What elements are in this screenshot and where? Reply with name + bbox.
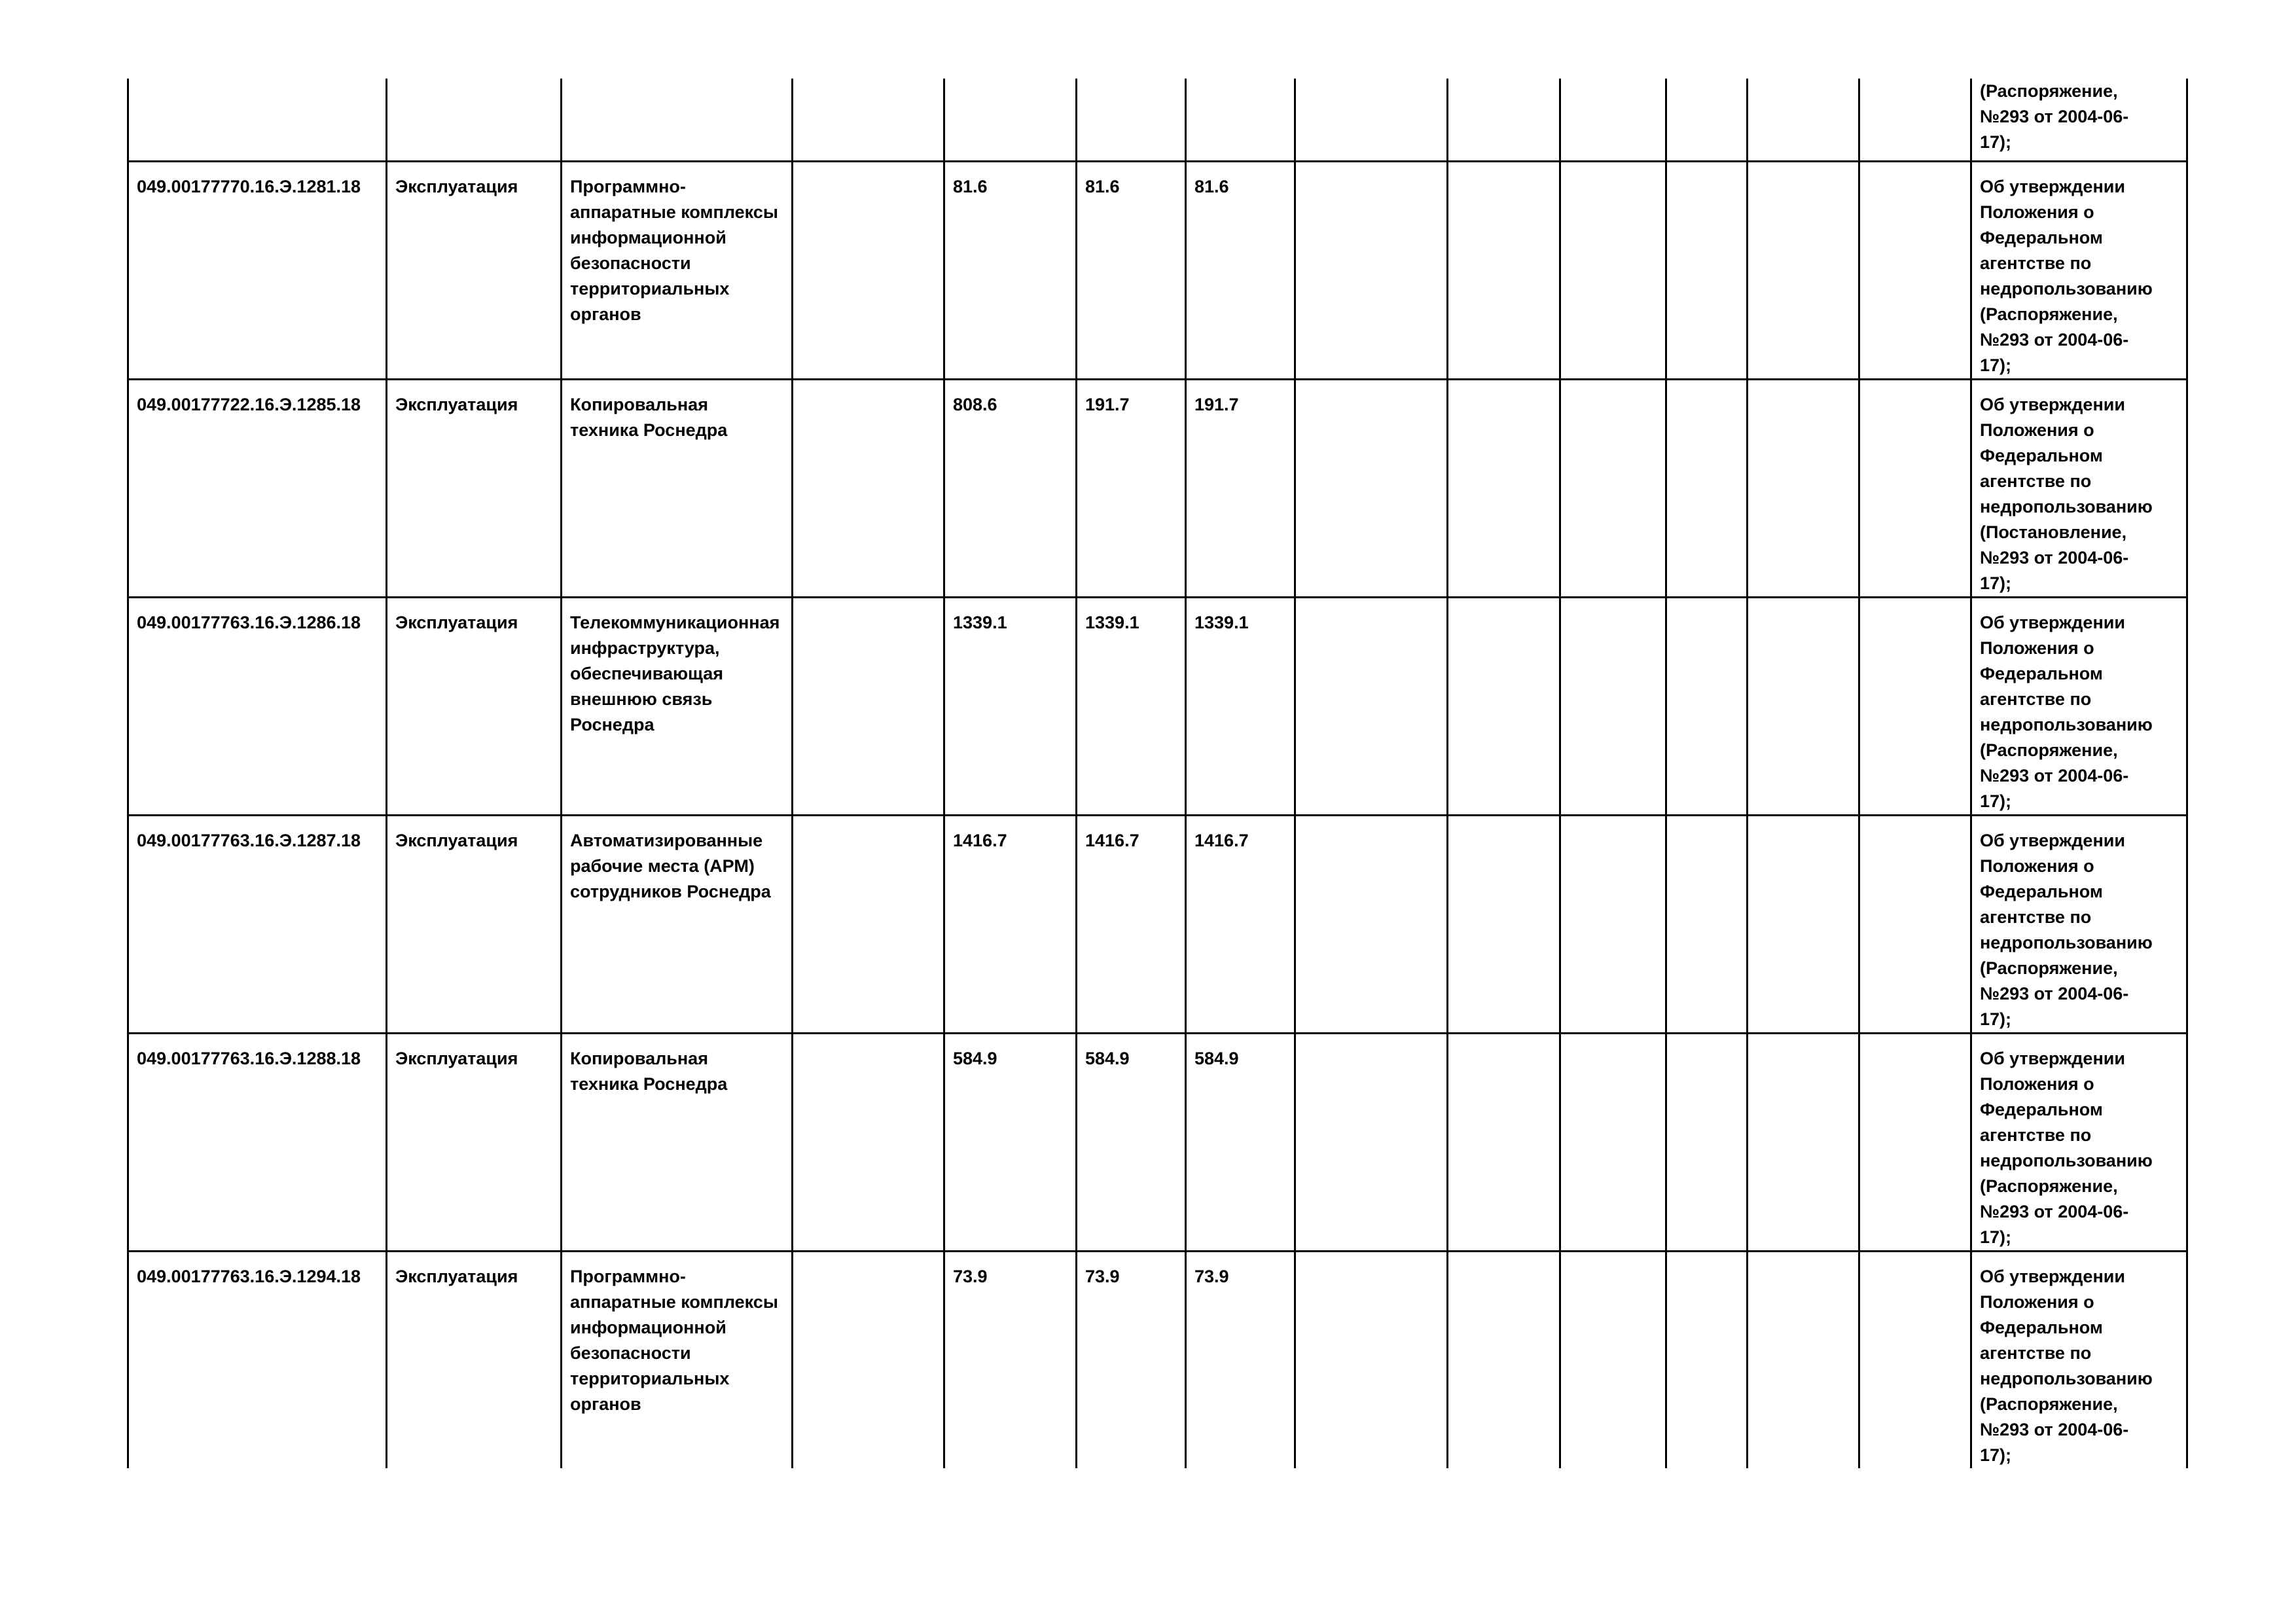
cell-code [128,379,387,597]
cell-code-text: 049.00177763.16.Э.1287.18 [137,830,361,850]
cell-empty [1748,1251,1859,1468]
cell-empty [1448,1251,1560,1468]
cell-empty [1859,161,1971,379]
cell-empty [1748,79,1859,161]
cell-empty [1859,79,1971,161]
cell-value-1-text: 81.6 [953,176,988,196]
cell-empty [1666,379,1748,597]
cell-stage-text: Эксплуатация [395,1048,518,1068]
cell-basis [1971,79,2187,161]
cell-value-2 [1077,597,1186,815]
table-row [128,597,2187,815]
cell-basis-text: Об утверждении Положения о Федеральном агентстве по недропользованию (Распоряжение, №293 от 2004-06- 17); [1980,176,2153,375]
cell-name [562,597,793,815]
cell-empty [1560,379,1666,597]
cell-basis [1971,1251,2187,1468]
cell-value-3-text: 1339.1 [1194,612,1249,632]
cell-empty [1295,379,1448,597]
cell-stage-text: Эксплуатация [395,1266,518,1286]
cell-empty [793,815,944,1033]
cell-value-2 [1077,161,1186,379]
cell-empty [1560,597,1666,815]
cell-value-3-text: 1416.7 [1194,830,1249,850]
cell-stage [387,161,562,379]
cell-basis-text: Об утверждении Положения о Федеральном агентстве по недропользованию (Постановление, №293 от 2004-06- 17); [1980,394,2153,593]
cell-value-2-text: 1416.7 [1085,830,1139,850]
cell-stage [387,1033,562,1251]
cell-value-3 [1186,597,1295,815]
cell-value-1-text: 1339.1 [953,612,1007,632]
cell-empty [1560,161,1666,379]
cell-basis-text: Об утверждении Положения о Федеральном агентстве по недропользованию (Распоряжение, №293 от 2004-06- 17); [1980,1048,2153,1247]
table-row [128,379,2187,597]
cell-name-text: Копировальная техника Роснедра [570,394,728,440]
cell-name-text: Копировальная техника Роснедра [570,1048,728,1094]
cell-code-text: 049.00177770.16.Э.1281.18 [137,176,361,196]
cell-empty [1859,379,1971,597]
cell-empty [793,379,944,597]
cell-stage-text: Эксплуатация [395,394,518,414]
cell-basis [1971,597,2187,815]
cell-value-2-text: 81.6 [1085,176,1120,196]
cell-empty [1666,1251,1748,1468]
cell-name [562,1033,793,1251]
cell-stage [387,815,562,1033]
cell-empty [1295,1251,1448,1468]
cell-empty [1666,161,1748,379]
cell-name [562,815,793,1033]
cell-empty [793,161,944,379]
cell-value-1-text: 808.6 [953,394,997,414]
cell-code [128,79,387,161]
cell-value-1 [944,1033,1077,1251]
cell-basis-text: Об утверждении Положения о Федеральном агентстве по недропользованию (Распоряжение, №293 от 2004-06- 17); [1980,830,2153,1029]
cell-empty [1666,815,1748,1033]
cell-empty [793,1251,944,1468]
cell-empty [1859,815,1971,1033]
cell-code-text: 049.00177763.16.Э.1286.18 [137,612,361,632]
table-body [128,79,2187,1468]
table-row [128,815,2187,1033]
cell-empty [1295,597,1448,815]
cell-value-3 [1186,1033,1295,1251]
cell-basis-text: Об утверждении Положения о Федеральном агентстве по недропользованию (Распоряжение, №293 от 2004-06- 17); [1980,612,2153,811]
table-row [128,1033,2187,1251]
cell-empty [1748,815,1859,1033]
cell-value-1 [944,1251,1077,1468]
cell-value-2 [1077,79,1186,161]
cell-stage [387,79,562,161]
cell-empty [1748,379,1859,597]
cell-value-1 [944,379,1077,597]
table-row [128,161,2187,379]
cell-value-1 [944,79,1077,161]
cell-empty [1859,1251,1971,1468]
cell-value-3-text: 81.6 [1194,176,1229,196]
cell-empty [1666,597,1748,815]
cell-basis-text: Об утверждении Положения о Федеральном агентстве по недропользованию (Распоряжение, №293 от 2004-06- 17); [1980,1266,2153,1465]
cell-value-3 [1186,815,1295,1033]
cell-stage [387,379,562,597]
cell-value-2 [1077,1251,1186,1468]
cell-empty [1666,79,1748,161]
cell-value-3-text: 584.9 [1194,1048,1239,1068]
cell-code [128,815,387,1033]
cell-value-3-text: 73.9 [1194,1266,1229,1286]
cell-code-text: 049.00177722.16.Э.1285.18 [137,394,361,414]
cell-name-text: Телекоммуникационная инфраструктура, обеспечивающая внешнюю связь Роснедра [570,612,780,734]
cell-value-3 [1186,161,1295,379]
cell-value-1 [944,161,1077,379]
cell-basis [1971,379,2187,597]
cell-empty [1448,161,1560,379]
cell-empty [1859,1033,1971,1251]
cell-name-text: Программно- аппаратные комплексы информационной безопасности территориальных органов [570,1266,778,1414]
cell-empty [1560,815,1666,1033]
cell-basis [1971,1033,2187,1251]
cell-stage-text: Эксплуатация [395,612,518,632]
cell-empty [1448,815,1560,1033]
cell-empty [1448,379,1560,597]
cell-code-text: 049.00177763.16.Э.1288.18 [137,1048,361,1068]
cell-empty [1748,1033,1859,1251]
cell-empty [1448,1033,1560,1251]
cell-value-1-text: 73.9 [953,1266,988,1286]
budget-table [127,79,2188,1468]
cell-empty [1748,597,1859,815]
cell-value-1-text: 1416.7 [953,830,1007,850]
cell-basis [1971,161,2187,379]
cell-value-3-text: 191.7 [1194,394,1239,414]
cell-empty [1295,161,1448,379]
cell-name-text: Автоматизированные рабочие места (АРМ) сотрудников Роснедра [570,830,771,901]
cell-code [128,1033,387,1251]
cell-name [562,1251,793,1468]
cell-value-3 [1186,379,1295,597]
cell-stage [387,597,562,815]
cell-value-3 [1186,79,1295,161]
cell-empty [1748,161,1859,379]
cell-name [562,379,793,597]
cell-empty [1295,815,1448,1033]
cell-value-2 [1077,379,1186,597]
cell-code-text: 049.00177763.16.Э.1294.18 [137,1266,361,1286]
cell-empty [793,79,944,161]
cell-code [128,1251,387,1468]
cell-empty [1560,1033,1666,1251]
cell-stage-text: Эксплуатация [395,830,518,850]
cell-value-2-text: 584.9 [1085,1048,1130,1068]
cell-basis [1971,815,2187,1033]
cell-value-3 [1186,1251,1295,1468]
cell-value-2 [1077,1033,1186,1251]
table-row-continued [128,79,2187,161]
cell-empty [793,1033,944,1251]
cell-empty [1448,79,1560,161]
cell-empty [1560,79,1666,161]
cell-empty [1448,597,1560,815]
cell-value-1-text: 584.9 [953,1048,997,1068]
cell-value-2-text: 73.9 [1085,1266,1120,1286]
cell-code [128,161,387,379]
table-row [128,1251,2187,1468]
cell-empty [1295,1033,1448,1251]
cell-value-1 [944,597,1077,815]
cell-empty [1859,597,1971,815]
cell-name-text: Программно- аппаратные комплексы информационной безопасности территориальных органов [570,176,778,324]
cell-empty [1295,79,1448,161]
cell-code [128,597,387,815]
cell-empty [1666,1033,1748,1251]
cell-value-1 [944,815,1077,1033]
cell-stage [387,1251,562,1468]
cell-name [562,161,793,379]
basis-text: (Распоряжение, №293 от 2004-06- 17); [1980,81,2129,152]
cell-stage-text: Эксплуатация [395,176,518,196]
cell-value-2-text: 191.7 [1085,394,1130,414]
cell-name [562,79,793,161]
cell-empty [793,597,944,815]
cell-value-2 [1077,815,1186,1033]
cell-value-2-text: 1339.1 [1085,612,1139,632]
cell-empty [1560,1251,1666,1468]
